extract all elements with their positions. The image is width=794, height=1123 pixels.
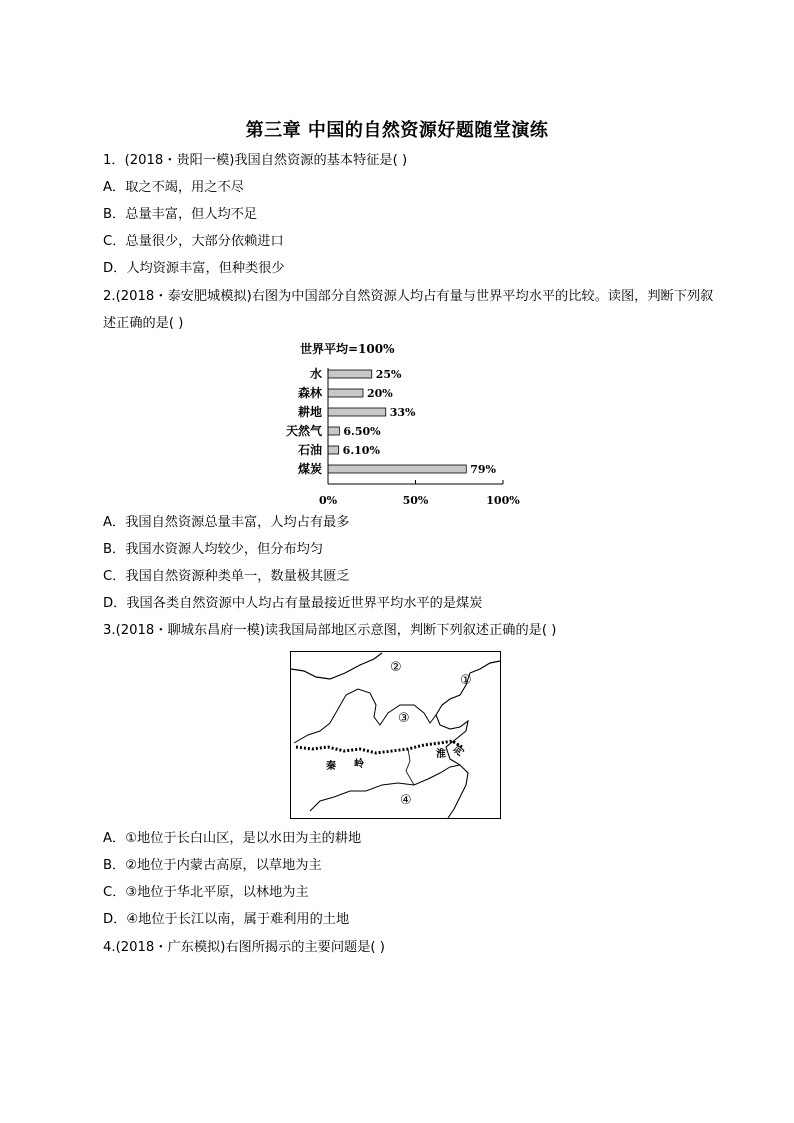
- map-place-huai: 淮: [436, 749, 446, 760]
- question-1-option-c: C．总量很少，大部分依赖进口: [103, 234, 284, 249]
- question-3-option-b: B．②地位于内蒙古高原，以草地为主: [103, 858, 322, 873]
- map-label-1: ①: [460, 673, 472, 688]
- question-4-stem: 4.(2018・广东模拟)右图所揭示的主要问题是( ): [103, 940, 385, 955]
- question-1-option-a: A．取之不竭，用之不尽: [103, 180, 244, 195]
- x-tick-label: 100%: [486, 494, 520, 507]
- map-place-he: 河: [452, 743, 468, 759]
- map-label-2: ②: [390, 660, 402, 675]
- value-label: 6.10%: [342, 444, 380, 457]
- regional-map: [290, 651, 501, 819]
- question-2-option-a: A．我国自然资源总量丰富，人均占有最多: [103, 515, 350, 530]
- category-label: 水: [309, 367, 322, 381]
- question-3-option-d: D．④地位于长江以南，属于难利用的土地: [103, 912, 350, 927]
- value-label: 33%: [389, 406, 416, 419]
- map-place-ling: 岭: [354, 759, 364, 770]
- resource-bar-chart: [270, 338, 530, 510]
- bar: [328, 370, 372, 378]
- category-label: 耕地: [297, 405, 322, 419]
- bar: [328, 427, 339, 435]
- category-label: 石油: [297, 443, 322, 457]
- question-2-stem-cont: 述正确的是( ): [103, 316, 184, 331]
- question-2-option-d: D．我国各类自然资源中人均占有量最接近世界平均水平的是煤炭: [103, 596, 483, 611]
- question-3-stem: 3.(2018・聊城东昌府一模)读我国局部地区示意图，判断下列叙述正确的是( ): [103, 623, 557, 638]
- question-1-stem: 1．(2018・贵阳一模)我国自然资源的基本特征是( ): [103, 153, 408, 168]
- page-title: 第三章 中国的自然资源好题随堂演练: [245, 120, 549, 141]
- chart-title: 世界平均=100%: [300, 342, 395, 356]
- question-3-option-a: A．①地位于长白山区，是以水田为主的耕地: [103, 831, 362, 846]
- value-label: 79%: [470, 463, 497, 476]
- bar: [328, 465, 466, 473]
- question-1-option-b: B．总量丰富，但人均不足: [103, 207, 258, 222]
- category-label: 森林: [297, 386, 322, 400]
- category-label: 煤炭: [297, 462, 322, 476]
- question-1-option-d: D．人均资源丰富，但种类很少: [103, 261, 285, 276]
- value-label: 6.50%: [343, 425, 381, 438]
- question-3-option-c: C．③地位于华北平原，以林地为主: [103, 885, 309, 900]
- map-label-3: ③: [398, 711, 410, 726]
- question-2-option-b: B．我国水资源人均较少，但分布均匀: [103, 542, 324, 557]
- value-label: 20%: [367, 387, 393, 400]
- bar: [328, 389, 363, 397]
- question-2-option-c: C．我国自然资源种类单一，数量极其匮乏: [103, 569, 350, 584]
- x-tick-label: 50%: [402, 494, 429, 507]
- map-place-qin: 秦: [326, 761, 336, 772]
- category-label: 天然气: [285, 424, 322, 438]
- bar: [328, 446, 339, 454]
- value-label: 25%: [375, 368, 402, 381]
- bar: [328, 408, 386, 416]
- bar-group: [286, 366, 497, 476]
- map-label-4: ④: [400, 793, 412, 808]
- question-2-stem: 2.(2018・泰安肥城模拟)右图为中国部分自然资源人均占有量与世界平均水平的比较。读图，判断下列叙: [103, 289, 714, 304]
- x-tick-label: 0%: [318, 494, 338, 507]
